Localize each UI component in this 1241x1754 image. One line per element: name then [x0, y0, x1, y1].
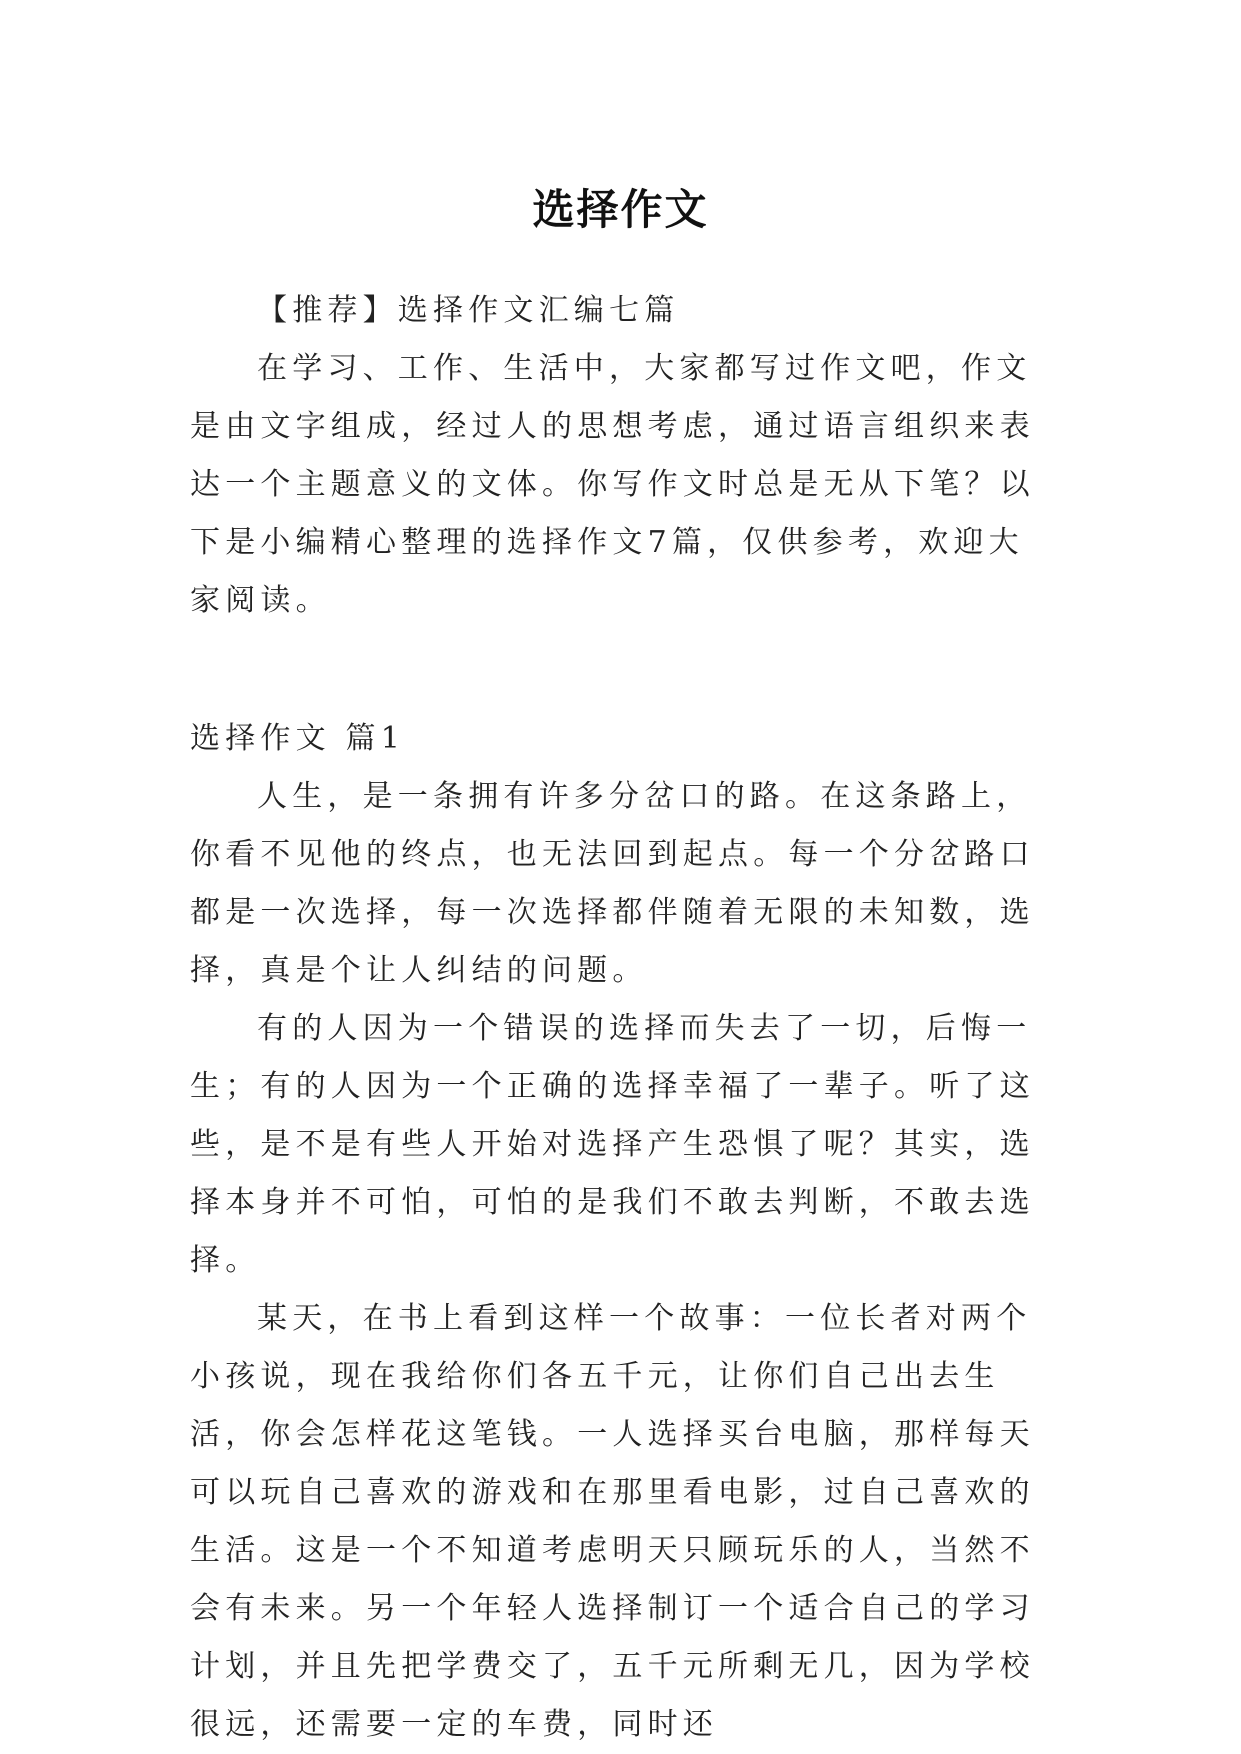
document-title: 选择作文: [532, 185, 709, 235]
body-paragraph: 人生，是一条拥有许多分岔口的路。在这条路上，你看不见他的终点，也无法回到起点。每一个分岔路口都是一次选择，每一次选择都伴随着无限的未知数，选择，真是个让人纠结的问题。: [190, 779, 1035, 988]
body-paragraph: 有的人因为一个错误的选择而失去了一切，后悔一生；有的人因为一个正确的选择幸福了一辈子。听了这些，是不是有些人开始对选择产生恐惧了呢？其实，选择本身并不可怕，可怕的是我们不敢去判断，不敢去选择。: [190, 1011, 1035, 1278]
intro-paragraph: 在学习、工作、生活中，大家都写过作文吧，作文是由文字组成，经过人的思想考虑，通过语言组织来表达一个主题意义的文体。你写作文时总是无从下笔？以下是小编精心整理的选择作文7篇，仅供参考，欢迎大家阅读。: [190, 351, 1035, 618]
section-heading: 选择作文 篇1: [190, 721, 406, 756]
document-body: [190, 282, 1052, 1754]
section-spacer: [190, 630, 1052, 710]
body-paragraph: 某天，在书上看到这样一个故事：一位长者对两个小孩说，现在我给你们各五千元，让你们自己出去生活，你会怎样花这笔钱。一人选择买台电脑，那样每天可以玩自己喜欢的游戏和在那里看电影，过自己喜欢的生活。这是一个不知道考虑明天只顾玩乐的人，当然不会有未来。另一个年轻人选择制订一个适合自己的学习计划，并且先把学费交了，五千元所剩无几，因为学校很远，还需要一定的车费，同时还: [190, 1301, 1035, 1742]
intro-heading: 【推荐】选择作文汇编七篇: [257, 293, 680, 328]
